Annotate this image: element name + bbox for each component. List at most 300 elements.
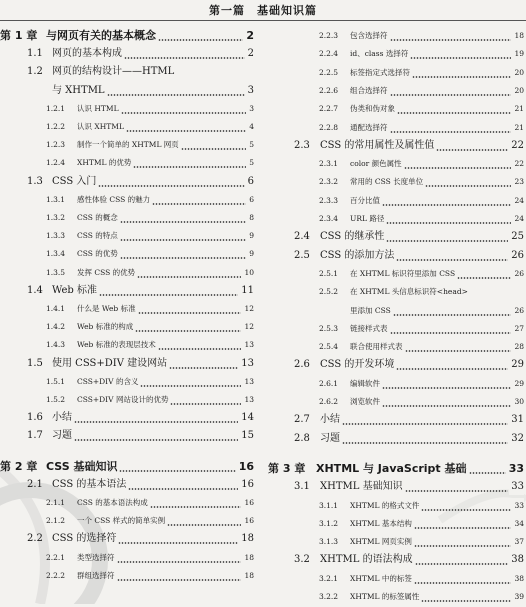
toc-page-number: 22 xyxy=(512,156,524,172)
toc-page-number: 26 xyxy=(509,248,524,264)
toc-subsection-entry xyxy=(0,550,254,568)
toc-title: id、class 选择符 xyxy=(350,49,409,59)
toc-page-number: 14 xyxy=(239,410,254,426)
toc-section-entry xyxy=(268,552,524,570)
dot-leader xyxy=(140,385,241,387)
toc-page-number: 22 xyxy=(509,138,524,154)
toc-title: 包含选择符 xyxy=(350,31,388,40)
toc-section-entry xyxy=(0,410,254,428)
toc-section-entry xyxy=(0,531,254,549)
toc-page-number: 24 xyxy=(512,193,524,209)
toc-title: CSS 的概念 xyxy=(77,213,118,222)
toc-title: URL 路径 xyxy=(350,214,385,223)
toc-chapter-entry xyxy=(0,459,254,477)
toc-title: 在 XHTML 头信息标识符<head> xyxy=(350,287,468,297)
dot-leader xyxy=(410,57,511,59)
toc-title: CSS 基础知识 xyxy=(46,459,118,473)
toc-page-number: 21 xyxy=(512,120,524,136)
dot-leader xyxy=(107,94,245,96)
toc-title: CSS 的继承性 xyxy=(320,231,385,243)
toc-page-number: 33 xyxy=(509,479,524,495)
toc-page-number: 29 xyxy=(509,357,524,373)
toc-page-number: 18 xyxy=(242,568,254,584)
toc-title: CSS+DIV 的含义 xyxy=(77,376,139,386)
toc-page-number: 13 xyxy=(242,374,254,390)
toc-page-number: 13 xyxy=(239,356,254,372)
toc-number: 1.4.2 xyxy=(46,322,66,332)
toc-subsection-entry xyxy=(268,28,524,46)
toc-number: 2.4 xyxy=(294,231,310,243)
toc-section-entry xyxy=(268,229,524,247)
toc-subsection-entry xyxy=(268,174,524,192)
dot-leader xyxy=(169,367,238,369)
toc-number: 2.3.3 xyxy=(319,195,339,205)
dot-leader xyxy=(181,148,246,150)
dot-leader xyxy=(117,579,241,581)
dot-leader xyxy=(397,112,511,114)
dot-leader xyxy=(121,112,246,114)
toc-page-number: 18 xyxy=(239,531,254,547)
toc-subsection-entry xyxy=(0,265,254,283)
toc-title: CSS 的添加方法 xyxy=(320,249,395,261)
toc-title: 百分比值 xyxy=(350,195,380,205)
dot-leader xyxy=(414,527,511,529)
dot-leader xyxy=(342,442,508,444)
toc-title: 通配选择符 xyxy=(350,122,388,132)
toc-title: CSS 的常用属性及属性值 xyxy=(320,139,435,151)
toc-title: 制作一个简单的 XHTML 网页 xyxy=(77,140,179,150)
toc-number: 1.7 xyxy=(27,430,43,442)
toc-title: color 颜色属性 xyxy=(350,159,402,169)
toc-number: 3.1.2 xyxy=(319,518,339,528)
dot-leader xyxy=(150,506,241,508)
toc-title: XHTML 网页实例 xyxy=(350,537,412,547)
toc-title: 感性体验 CSS 的魅力 xyxy=(77,194,151,204)
dot-leader xyxy=(98,185,245,187)
toc-number: 1.5 xyxy=(27,357,43,369)
toc-title: 与网页有关的基本概念 xyxy=(46,29,156,42)
dot-leader xyxy=(386,222,511,224)
toc-number: 2.2.4 xyxy=(319,49,339,59)
toc-subsection-entry xyxy=(0,101,254,119)
toc-title: 链接样式表 xyxy=(350,323,388,333)
toc-section-entry xyxy=(0,46,254,64)
toc-subsection-entry xyxy=(0,192,254,210)
toc-subsection-entry xyxy=(268,83,524,101)
toc-subsection-entry xyxy=(0,228,254,246)
dot-leader xyxy=(396,368,508,370)
toc-title: XHTML 的标签属性 xyxy=(350,592,420,601)
toc-number: 2.2.3 xyxy=(319,31,339,40)
dot-leader xyxy=(396,259,508,261)
toc-number: 3.2.1 xyxy=(319,573,339,583)
dot-leader xyxy=(414,582,511,584)
toc-section-entry xyxy=(0,356,254,374)
toc-page-number: 21 xyxy=(512,101,524,117)
toc-number: 1.3.4 xyxy=(46,249,66,259)
toc-subsection-entry xyxy=(268,65,524,83)
dot-leader xyxy=(99,294,238,296)
toc-number: 2.1 xyxy=(27,478,43,490)
toc-number: 1.3.3 xyxy=(46,231,66,241)
toc-page-number: 19 xyxy=(512,46,524,62)
toc-subsection-entry xyxy=(0,374,254,392)
toc-page-number: 2 xyxy=(246,46,254,62)
toc-page-number: 24 xyxy=(512,211,524,227)
toc-title: 认识 HTML xyxy=(77,103,119,113)
toc-number: 2.3.1 xyxy=(319,159,339,169)
toc-subsection-entry xyxy=(268,534,524,552)
toc-title: XHTML 基本结构 xyxy=(350,518,412,528)
toc-number: 1.2.1 xyxy=(46,103,66,113)
dot-leader xyxy=(421,600,511,602)
toc-number: 1.5.1 xyxy=(46,376,66,386)
toc-page-number: 5 xyxy=(247,137,254,153)
toc-number: 3.2.2 xyxy=(319,592,339,601)
toc-subsection-entry xyxy=(268,321,524,339)
toc-number: 3.2 xyxy=(294,554,310,566)
toc-title: Web 标准的表现层技术 xyxy=(77,340,156,350)
toc-number: 2.2.6 xyxy=(319,85,339,95)
dot-leader xyxy=(158,39,243,41)
toc-page-number: 39 xyxy=(512,589,524,605)
toc-section-entry xyxy=(0,283,254,301)
toc-page-number: 9 xyxy=(247,246,254,262)
toc-number: 2.5.3 xyxy=(319,323,339,333)
toc-page-number: 33 xyxy=(512,498,524,514)
toc-number: 1.4.3 xyxy=(46,340,66,350)
toc-title: 什么是 Web 标准 xyxy=(77,304,136,313)
toc-number: 2.2 xyxy=(27,533,43,545)
toc-subsection-entry xyxy=(0,137,254,155)
toc-title: XHTML 的格式文件 xyxy=(350,500,420,510)
toc-number: 2.5 xyxy=(294,249,310,261)
toc-title: 与 XHTML xyxy=(52,84,105,96)
toc-number: 2.2.1 xyxy=(46,552,66,562)
toc-page-number: 3 xyxy=(247,101,254,117)
toc-page-number: 27 xyxy=(512,321,524,337)
toc-page-number: 11 xyxy=(239,283,254,299)
toc-subsection-entry xyxy=(0,246,254,264)
toc-number: 3.1.1 xyxy=(319,500,339,510)
toc-page-number: 38 xyxy=(512,571,524,587)
dot-leader xyxy=(74,439,238,441)
toc-title: 发挥 CSS 的优势 xyxy=(77,267,136,277)
dot-leader xyxy=(170,403,241,405)
toc-subsection-entry xyxy=(268,120,524,138)
dot-leader xyxy=(124,57,245,59)
toc-page-number: 34 xyxy=(512,516,524,532)
toc-title: 组合选择符 xyxy=(350,85,388,95)
toc-section-entry xyxy=(268,431,524,449)
toc-subsection-entry xyxy=(0,319,254,337)
toc-page-number: 23 xyxy=(512,174,524,190)
dot-leader xyxy=(117,561,241,563)
toc-title: 认识 XHTML xyxy=(77,122,124,131)
toc-page-number: 25 xyxy=(509,229,524,245)
toc-number: 2.2.7 xyxy=(319,104,339,114)
toc-number: 第 1 章 xyxy=(0,29,38,42)
toc-title: 类型选择符 xyxy=(77,552,115,562)
toc-number: 2.1.1 xyxy=(46,498,66,507)
toc-title: XHTML 的优势 xyxy=(77,158,132,168)
toc-page-number: 13 xyxy=(242,392,254,408)
toc-section-entry xyxy=(0,83,254,101)
toc-page-number: 26 xyxy=(512,303,524,319)
dot-leader xyxy=(138,312,241,314)
toc-title: CSS 入门 xyxy=(52,175,97,187)
toc-number: 2.2.5 xyxy=(319,67,339,77)
toc-number: 3.1 xyxy=(294,481,310,493)
toc-subsection-entry xyxy=(268,376,524,394)
toc-page-number: 10 xyxy=(242,265,254,281)
toc-title: CSS+DIV 网站设计的优势 xyxy=(77,395,169,404)
toc-number: 1.3.2 xyxy=(46,213,66,222)
dot-leader xyxy=(120,239,246,241)
toc-number: 第 2 章 xyxy=(0,459,38,473)
toc-subsection-entry xyxy=(0,210,254,228)
toc-page-number: 18 xyxy=(512,28,524,44)
toc-title: 群组选择符 xyxy=(77,570,115,580)
toc-page-number: 20 xyxy=(512,83,524,99)
toc-page-number: 16 xyxy=(242,513,254,529)
toc-title: 使用 CSS+DIV 建设网站 xyxy=(52,357,168,369)
toc-title: XHTML 基础知识 xyxy=(320,481,403,493)
dot-leader xyxy=(390,94,511,96)
toc-page-number: 26 xyxy=(512,266,524,282)
toc-page-number: 4 xyxy=(247,119,254,135)
toc-section-entry xyxy=(0,174,254,192)
toc-subsection-entry xyxy=(0,513,254,531)
toc-number: 2.5.1 xyxy=(319,268,339,278)
toc-number: 1.3.5 xyxy=(46,267,66,277)
toc-number: 1.3 xyxy=(27,175,43,187)
toc-number: 2.3.4 xyxy=(319,214,339,223)
dot-leader xyxy=(405,490,508,492)
dot-leader xyxy=(128,488,238,490)
toc-page-number: 15 xyxy=(239,428,254,444)
toc-title: 在 XHTML 标识符里添加 CSS xyxy=(350,268,456,278)
dot-leader xyxy=(386,240,508,242)
toc-subsection-entry xyxy=(268,394,524,412)
toc-number: 1.4.1 xyxy=(46,304,66,313)
toc-title: 一个 CSS 样式的简单实例 xyxy=(77,516,166,526)
toc-subsection-entry xyxy=(268,46,524,64)
toc-page-number: 5 xyxy=(247,155,254,171)
dot-leader xyxy=(342,423,508,425)
toc-subsection-entry xyxy=(0,119,254,137)
toc-section-entry xyxy=(0,477,254,495)
dot-leader xyxy=(421,509,511,511)
toc-page-number: 12 xyxy=(242,301,254,317)
toc-page-number: 16 xyxy=(242,495,254,511)
toc-section-entry xyxy=(0,64,254,82)
toc-section-entry xyxy=(268,412,524,430)
toc-title: 网页的结构设计——HTML xyxy=(52,66,175,78)
toc-title: 标签指定式选择符 xyxy=(350,67,410,77)
dot-leader xyxy=(158,348,241,350)
dot-leader xyxy=(412,76,511,78)
toc-page-number: 29 xyxy=(512,376,524,392)
toc-subsection-entry xyxy=(268,498,524,516)
toc-page-number: 8 xyxy=(247,210,254,226)
toc-title: CSS 的开发环境 xyxy=(320,359,395,371)
dot-leader xyxy=(126,130,246,132)
dot-leader xyxy=(390,39,511,41)
dot-leader xyxy=(436,149,508,151)
toc-title: CSS 的基本语法构成 xyxy=(77,498,148,507)
toc-page-number: 3 xyxy=(246,83,254,99)
dot-leader xyxy=(382,387,511,389)
toc-section-entry xyxy=(0,428,254,446)
toc-page-number: 38 xyxy=(509,552,524,568)
toc-subsection-entry xyxy=(268,101,524,119)
toc-page-number: 18 xyxy=(242,550,254,566)
toc-page-number: 37 xyxy=(512,534,524,550)
toc-subsection-entry xyxy=(268,589,524,607)
toc-subsection-entry xyxy=(0,392,254,410)
toc-number: 1.2.3 xyxy=(46,140,66,150)
toc-page-number: 12 xyxy=(242,319,254,335)
toc-page-number: 2 xyxy=(246,29,254,42)
toc-page-number: 31 xyxy=(509,412,524,428)
toc-subsection-entry xyxy=(0,155,254,173)
toc-number: 2.5.4 xyxy=(319,342,339,352)
part-header: 第一篇 基础知识篇 xyxy=(0,0,526,21)
toc-title: 联合使用样式表 xyxy=(350,342,403,352)
toc-number: 2.3.2 xyxy=(319,177,339,187)
dot-leader xyxy=(414,545,511,547)
toc-page-number: 32 xyxy=(509,431,524,447)
toc-page-number: 28 xyxy=(512,339,524,355)
toc-title: 习题 xyxy=(320,432,340,444)
toc-title: 网页的基本构成 xyxy=(52,48,122,60)
toc-title: 伪类和伪对象 xyxy=(350,104,395,114)
toc-number: 2.1.2 xyxy=(46,516,66,526)
toc-number: 3.1.3 xyxy=(319,537,339,547)
toc-title: CSS 的基本语法 xyxy=(52,478,127,490)
toc-title: 里添加 CSS xyxy=(350,305,391,315)
dot-leader xyxy=(152,203,246,205)
dot-leader xyxy=(118,542,238,544)
toc-title: XHTML 中的标签 xyxy=(350,573,412,583)
toc-section-entry xyxy=(268,138,524,156)
toc-subsection-entry xyxy=(268,516,524,534)
toc-number: 1.2.2 xyxy=(46,122,66,131)
toc-number: 2.2.2 xyxy=(46,570,66,580)
toc-title: 习题 xyxy=(52,430,72,442)
dot-leader xyxy=(120,257,246,259)
dot-leader xyxy=(74,421,238,423)
toc-title: CSS 的优势 xyxy=(77,249,118,259)
toc-title: 浏览软件 xyxy=(350,397,380,406)
toc-section-entry xyxy=(268,248,524,266)
dot-leader xyxy=(390,131,511,133)
toc-number: 2.6 xyxy=(294,359,310,371)
toc-number: 1.4 xyxy=(27,284,43,296)
toc-page-number: 6 xyxy=(247,192,254,208)
toc-title: XHTML 的语法构成 xyxy=(320,554,413,566)
toc-page-number: 30 xyxy=(512,394,524,410)
toc-number: 1.2.4 xyxy=(46,158,66,168)
toc-number: 1.3.1 xyxy=(46,194,66,204)
dot-leader xyxy=(469,472,506,474)
toc-title: Web 标准 xyxy=(52,284,97,296)
toc-number: 2.3 xyxy=(294,139,310,151)
toc-page-number: 6 xyxy=(246,174,254,190)
toc-subsection-entry xyxy=(268,284,524,302)
toc-title: CSS 的特点 xyxy=(77,231,118,241)
toc-subsection-entry xyxy=(268,193,524,211)
dot-leader xyxy=(382,204,511,206)
toc-subsection-entry xyxy=(268,303,524,321)
toc-subsection-entry xyxy=(0,568,254,586)
dot-leader xyxy=(393,314,511,316)
toc-number: 2.6.2 xyxy=(319,397,339,406)
toc-subsection-entry xyxy=(268,156,524,174)
dot-leader xyxy=(405,350,511,352)
toc-section-entry xyxy=(268,357,524,375)
dot-leader xyxy=(167,524,241,526)
toc-subsection-entry xyxy=(0,301,254,319)
toc-title: 常用的 CSS 长度单位 xyxy=(350,177,424,187)
toc-page-number: 13 xyxy=(242,337,254,353)
toc-chapter-entry xyxy=(268,461,524,479)
dot-leader xyxy=(457,277,511,279)
dot-leader xyxy=(390,332,511,334)
toc-number: 2.2.8 xyxy=(319,122,339,132)
dot-leader xyxy=(133,166,246,168)
toc-number: 1.5.2 xyxy=(46,395,66,404)
toc-page-number: 16 xyxy=(238,459,254,473)
toc-section-entry xyxy=(268,479,524,497)
toc-page-number: 20 xyxy=(512,65,524,81)
dot-leader xyxy=(135,330,241,332)
toc-number: 2.6.1 xyxy=(319,378,339,388)
toc-number: 1.6 xyxy=(27,412,43,424)
dot-leader xyxy=(415,563,508,565)
toc-subsection-entry xyxy=(268,339,524,357)
toc-title: 小结 xyxy=(52,412,72,424)
toc-page-number: 9 xyxy=(247,228,254,244)
toc-page-number: 16 xyxy=(239,477,254,493)
dot-leader xyxy=(404,167,511,169)
toc-chapter-entry xyxy=(0,28,254,46)
toc-subsection-entry xyxy=(268,211,524,229)
toc-number: 2.5.2 xyxy=(319,287,339,297)
toc-subsection-entry xyxy=(0,337,254,355)
dot-leader xyxy=(425,185,511,187)
dot-leader xyxy=(137,276,241,278)
toc-number: 2.8 xyxy=(294,432,310,444)
toc-title: 编辑软件 xyxy=(350,378,380,388)
toc-title: 小结 xyxy=(320,414,340,426)
toc-title: Web 标准的构成 xyxy=(77,322,134,332)
toc-title: CSS 的选择符 xyxy=(52,533,117,545)
dot-leader xyxy=(120,221,246,223)
toc-subsection-entry xyxy=(268,571,524,589)
toc-number: 第 3 章 xyxy=(268,461,306,475)
dot-leader xyxy=(382,405,511,407)
dot-leader xyxy=(119,470,236,472)
toc-page-number: 33 xyxy=(508,461,524,475)
toc-number: 1.2 xyxy=(27,66,43,78)
toc-subsection-entry xyxy=(0,495,254,513)
toc-number: 2.7 xyxy=(294,414,310,426)
toc-number: 1.1 xyxy=(27,48,43,60)
toc-title: XHTML 与 JavaScript 基础 xyxy=(316,461,467,475)
toc-subsection-entry xyxy=(268,266,524,284)
